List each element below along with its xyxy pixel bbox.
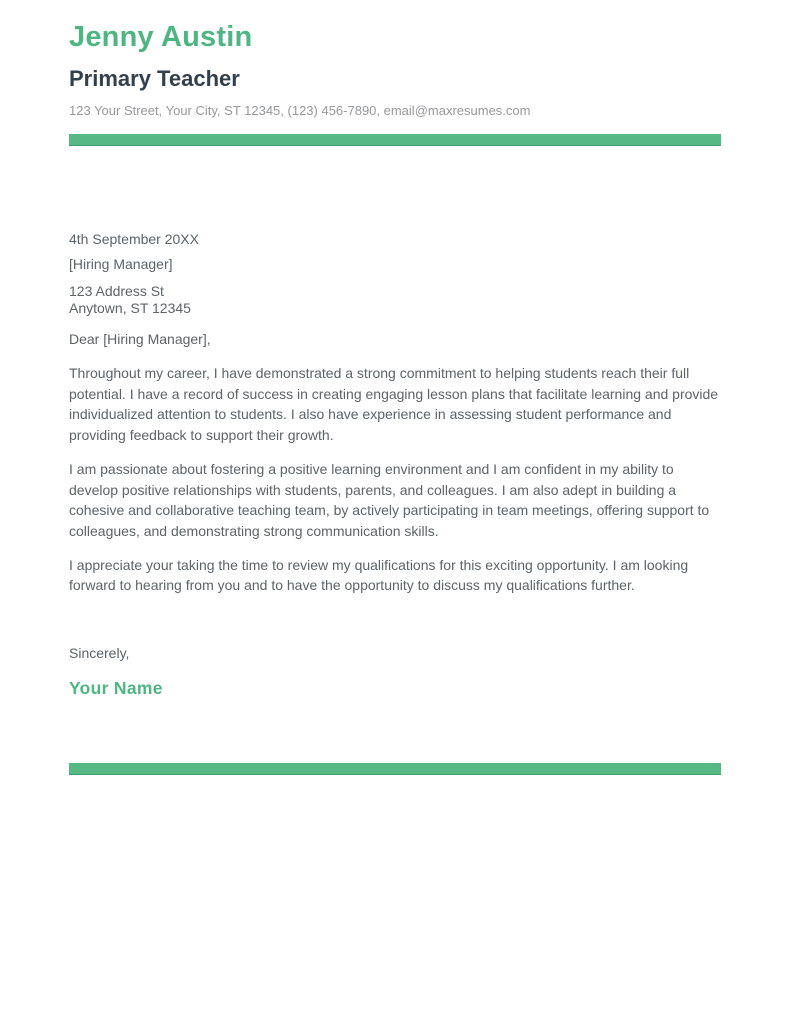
footer-divider-bar: [69, 763, 721, 775]
recipient-name: [Hiring Manager]: [69, 255, 173, 272]
signature-name: Your Name: [69, 678, 163, 699]
letter-body: [69, 229, 721, 699]
recipient-address-line2: Anytown, ST 12345: [69, 299, 191, 316]
recipient-address: [69, 283, 721, 317]
job-title: Primary Teacher: [69, 66, 240, 92]
recipient-address-line1: 123 Address St: [69, 282, 164, 299]
letter-header: [69, 21, 721, 146]
applicant-name: Jenny Austin: [69, 21, 253, 53]
closing: Sincerely,: [69, 645, 130, 662]
salutation: Dear [Hiring Manager],: [69, 330, 211, 347]
header-divider-bar: [69, 134, 721, 146]
letter-date: 4th September 20XX: [69, 230, 199, 247]
contact-info: 123 Your Street, Your City, ST 12345, (123) 456-7890, email@maxresumes.com: [69, 102, 531, 118]
letter-paragraph-2: I am passionate about fostering a positive learning environment and I am confident in my ability to develop positive relationships with students, parents, and colleagues. I am also adept in building a cohesive and collaborative teaching team, by actively participating in team meetings, offering support to colleagues, and demonstrating strong communication skills.: [69, 460, 710, 539]
letter-paragraph-3: I appreciate your taking the time to review my qualifications for this exciting opportunity. I am looking forward to hearing from you and to have the opportunity to discuss my qualifications further.: [69, 556, 689, 594]
letter-paragraph-1: Throughout my career, I have demonstrated a strong commitment to helping students reach their full potential. I have a record of success in creating engaging lesson plans that facilitate learning and provide individualized attention to students. I also have experience in assessing student performance and providing feedback to support their growth.: [69, 364, 719, 444]
